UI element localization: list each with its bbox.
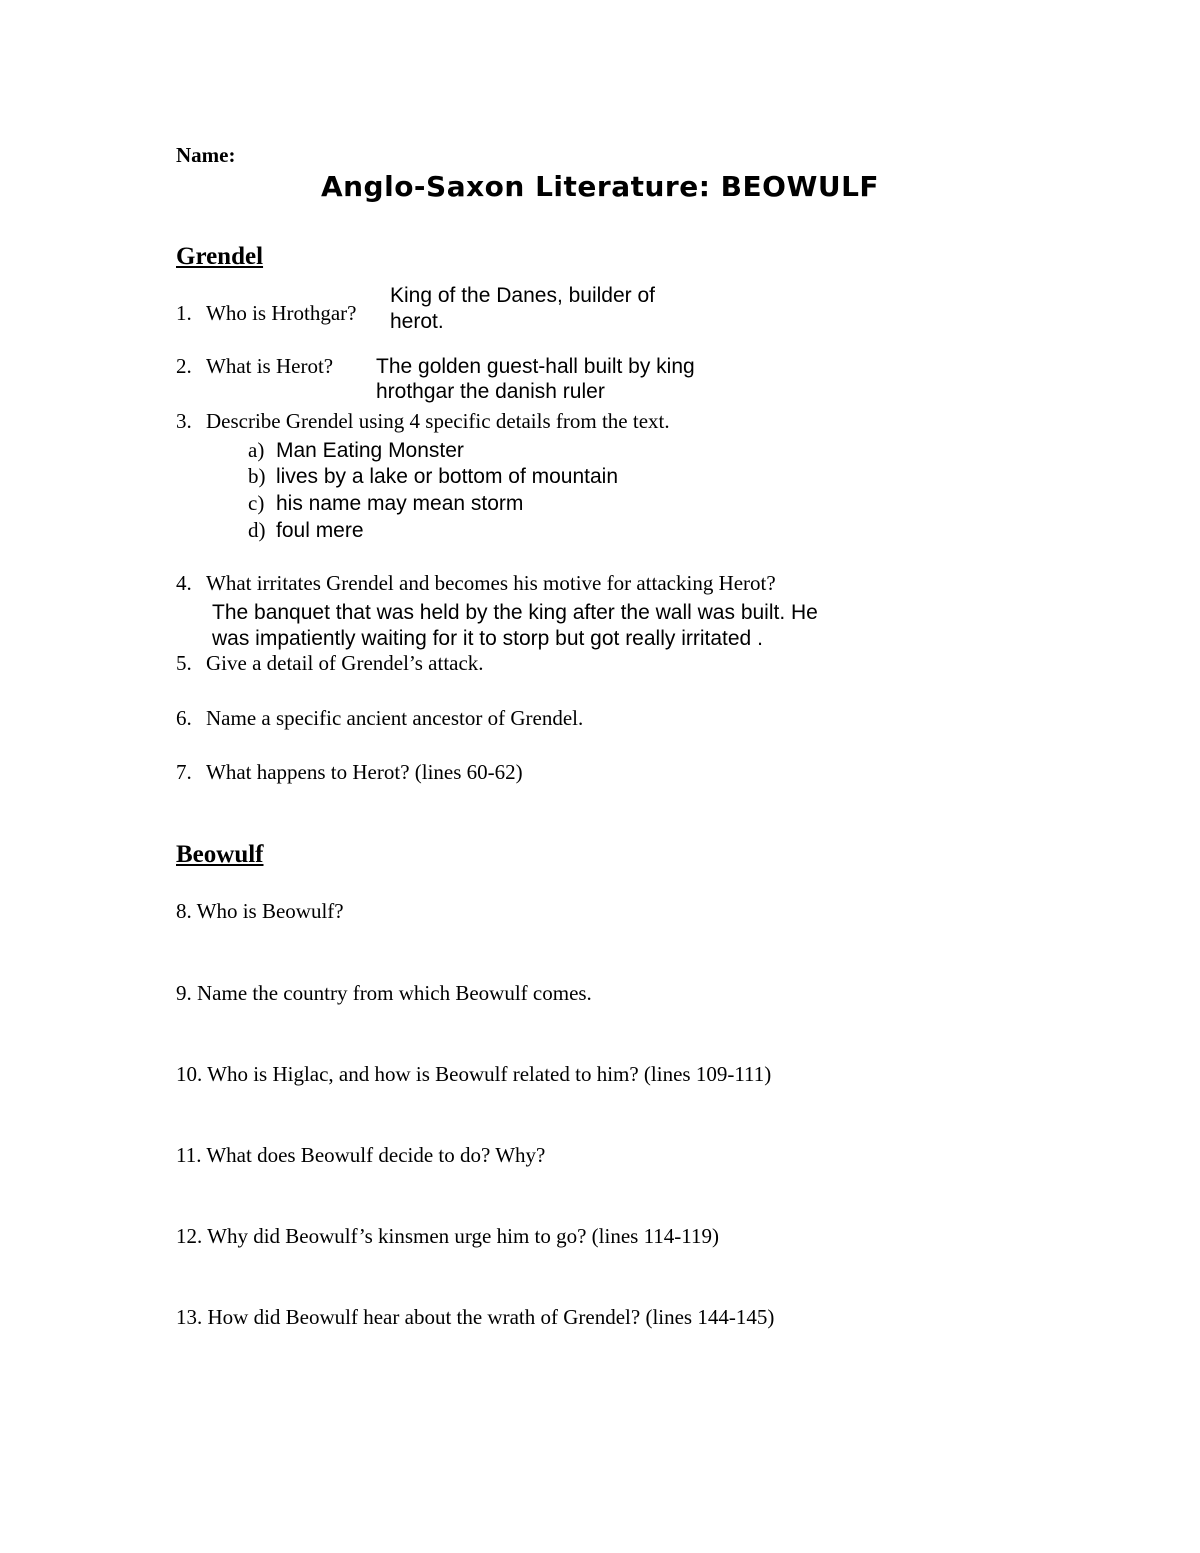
question-number: 4. [176, 571, 192, 595]
detail-text: foul mere [276, 519, 364, 542]
question-number: 2. [176, 354, 192, 378]
question-6 [176, 705, 583, 731]
question-5 [176, 650, 484, 676]
detail-item-a [248, 437, 464, 466]
question-text: Name a specific ancient ancestor of Grendel. [206, 706, 584, 730]
detail-text: his name may mean storm [276, 492, 524, 515]
answer-2-line-2: hrothgar the danish ruler [376, 380, 605, 403]
question-13: 13. How did Beowulf hear about the wrath of Grendel? (lines 144-145) [176, 1305, 775, 1329]
answer-2-line-1: The golden guest-hall built by king [376, 355, 695, 378]
question-12: 12. Why did Beowulf’s kinsmen urge him to go? (lines 114-119) [176, 1224, 720, 1248]
question-number: 3. [176, 409, 192, 433]
section-heading-beowulf: Beowulf [176, 841, 264, 868]
question-3 [176, 408, 670, 434]
list-letter: b) [248, 464, 266, 488]
question-number: 7. [176, 760, 192, 784]
detail-item-b [248, 463, 618, 492]
page-title: Anglo-Saxon Literature: BEOWULF [320, 170, 880, 203]
answer-1-line-2: herot. [390, 310, 444, 333]
list-letter: a) [248, 438, 265, 462]
question-7 [176, 759, 523, 785]
section-heading-grendel: Grendel [176, 243, 264, 270]
question-text: Describe Grendel using 4 specific details from the text. [206, 409, 670, 433]
question-1 [176, 300, 356, 326]
detail-text: Man Eating Monster [276, 439, 464, 462]
question-number: 5. [176, 651, 192, 675]
question-11: 11. What does Beowulf decide to do? Why? [176, 1143, 546, 1167]
question-4 [176, 570, 776, 596]
question-2 [176, 353, 333, 379]
question-number: 6. [176, 706, 192, 730]
answer-1-line-1: King of the Danes, builder of [390, 284, 656, 307]
question-text: What irritates Grendel and becomes his motive for attacking Herot? [206, 571, 776, 595]
detail-text: lives by a lake or bottom of mountain [276, 465, 619, 488]
question-text: Who is Hrothgar? [206, 301, 357, 325]
question-text: Give a detail of Grendel’s attack. [206, 651, 484, 675]
question-text: What is Herot? [206, 354, 334, 378]
detail-item-c [248, 490, 523, 519]
list-letter: d) [248, 518, 266, 542]
answer-4-line-2: was impatiently waiting for it to storp but got really irritated . [212, 627, 763, 650]
question-8: 8. Who is Beowulf? [176, 899, 344, 923]
question-text: What happens to Herot? (lines 60-62) [206, 760, 523, 784]
question-9: 9. Name the country from which Beowulf comes. [176, 981, 592, 1005]
question-10: 10. Who is Higlac, and how is Beowulf related to him? (lines 109-111) [176, 1062, 772, 1086]
name-label: Name: [176, 143, 236, 167]
detail-item-d [248, 517, 364, 546]
list-letter: c) [248, 491, 265, 515]
question-number: 1. [176, 301, 192, 325]
answer-4-line-1: The banquet that was held by the king after the wall was built. He [212, 601, 818, 624]
